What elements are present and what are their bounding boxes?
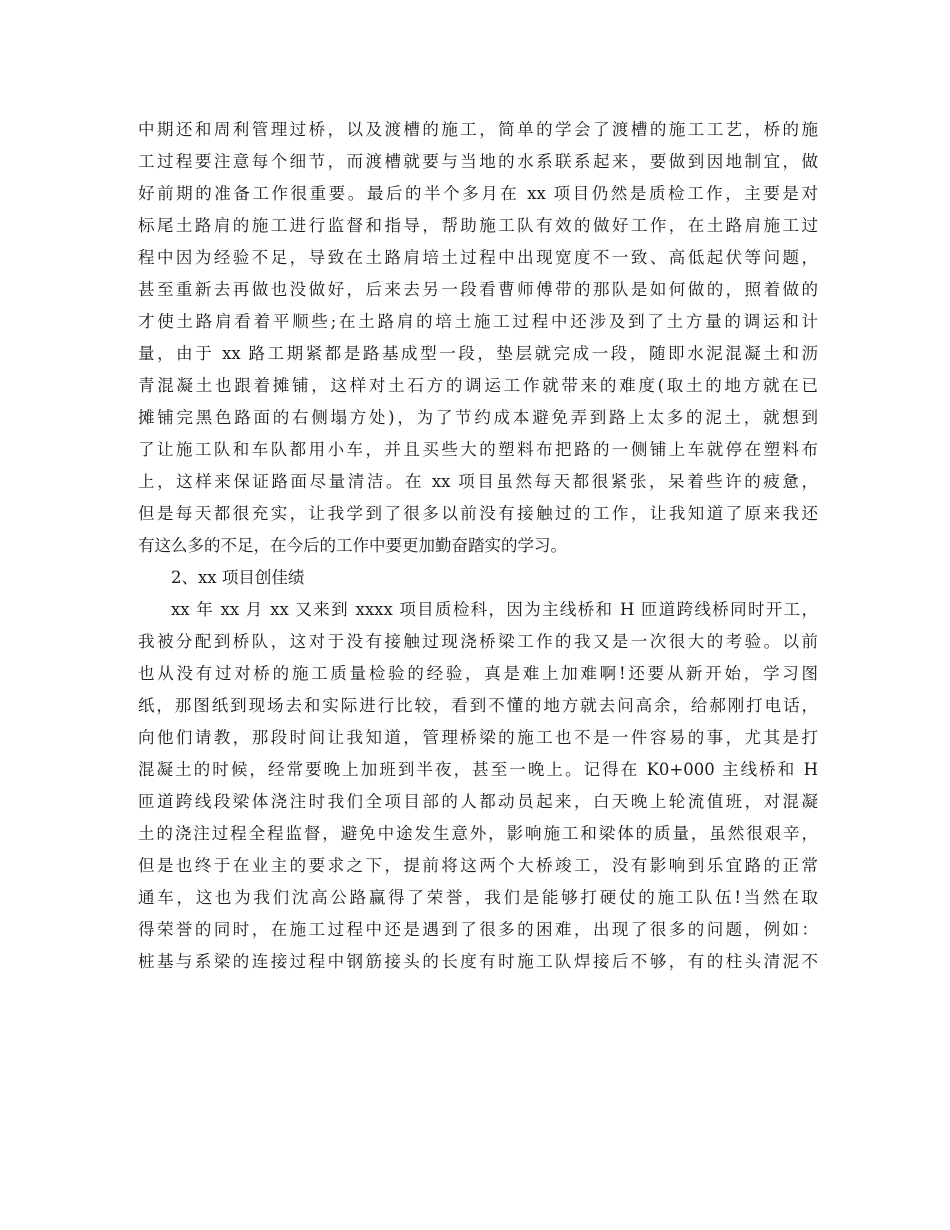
document-body — [138, 114, 818, 978]
text-line: 有这么多的不足，在今后的工作中要更加勤奋踏实的学习。 — [138, 536, 567, 555]
text-line: 纸，那图纸到现场去和实际进行比较，看到不懂的地方就去问高余，给郝刚打电话， — [138, 696, 818, 715]
text-line: 量，由于 xx 路工期紧都是路基成型一段，垫层就完成一段，随即水泥混凝土和沥 — [138, 344, 818, 363]
text-line: 工过程要注意每个细节，而渡槽就要与当地的水系联系起来，要做到因地制宜，做 — [138, 152, 818, 171]
text-line: 上，这样来保证路面尽量清洁。在 xx 项目虽然每天都很紧张，呆着些许的疲惫， — [138, 472, 818, 491]
text-line: 中期还和周利管理过桥，以及渡槽的施工，简单的学会了渡槽的施工工艺，桥的施 — [138, 120, 818, 139]
text-line: 好前期的准备工作很重要。最后的半个多月在 xx 项目仍然是质检工作，主要是对 — [138, 184, 818, 203]
text-line: 摊铺完黑色路面的右侧塌方处)，为了节约成本避免弄到路上太多的泥土，就想到 — [138, 408, 818, 427]
text-line: 但是也终于在业主的要求之下，提前将这两个大桥竣工，没有影响到乐宜路的正常 — [138, 856, 818, 875]
text-line: 青混凝土也跟着摊铺，这样对土石方的调运工作就带来的难度(取土的地方就在已 — [138, 376, 818, 395]
paragraph-2 — [138, 594, 818, 978]
text-line: xx 年 xx 月 xx 又来到 xxxx 项目质检科，因为主线桥和 H 匝道跨线桥同时开工， — [171, 600, 818, 619]
text-line: 向他们请教，那段时间让我知道，管理桥梁的施工也不是一件容易的事，尤其是打 — [138, 728, 818, 747]
text-line: 土的浇注过程全程监督，避免中途发生意外，影响施工和梁体的质量，虽然很艰辛， — [138, 824, 818, 843]
text-line: 标尾土路肩的施工进行监督和指导，帮助施工队有效的做好工作，在土路肩施工过 — [138, 216, 818, 235]
text-line: 桩基与系梁的连接过程中钢筋接头的长度有时施工队焊接后不够，有的柱头清泥不 — [138, 952, 818, 971]
section-heading: 2、xx 项目创佳绩 — [171, 568, 305, 587]
text-line: 但是每天都很充实，让我学到了很多以前没有接触过的工作，让我知道了原来我还 — [138, 504, 818, 523]
text-line: 得荣誉的同时，在施工过程中还是遇到了很多的困难，出现了很多的问题，例如： — [138, 920, 818, 939]
text-line: 甚至重新去再做也没做好，后来去另一段看曹师傅带的那队是如何做的，照着做的 — [138, 280, 818, 299]
paragraph-1 — [138, 114, 818, 562]
text-line: 也从没有过对桥的施工质量检验的经验，真是难上加难啊!还要从新开始，学习图 — [138, 664, 818, 683]
text-line: 程中因为经验不足，导致在土路肩培土过程中出现宽度不一致、高低起伏等问题， — [138, 248, 818, 267]
text-line: 通车，这也为我们沈高公路赢得了荣誉，我们是能够打硬仗的施工队伍!当然在取 — [138, 888, 818, 907]
text-line: 我被分配到桥队，这对于没有接触过现浇桥梁工作的我又是一次很大的考验。以前 — [138, 632, 818, 651]
text-line: 混凝土的时候，经常要晚上加班到半夜，甚至一晚上。记得在 K0+000 主线桥和 H — [138, 760, 818, 779]
text-line: 了让施工队和车队都用小车，并且买些大的塑料布把路的一侧铺上车就停在塑料布 — [138, 440, 818, 459]
text-line: 匝道跨线段梁体浇注时我们全项目部的人都动员起来，白天晚上轮流值班，对混凝 — [138, 792, 818, 811]
text-line: 才使土路肩看着平顺些;在土路肩的培土施工过程中还涉及到了土方量的调运和计 — [138, 312, 818, 331]
